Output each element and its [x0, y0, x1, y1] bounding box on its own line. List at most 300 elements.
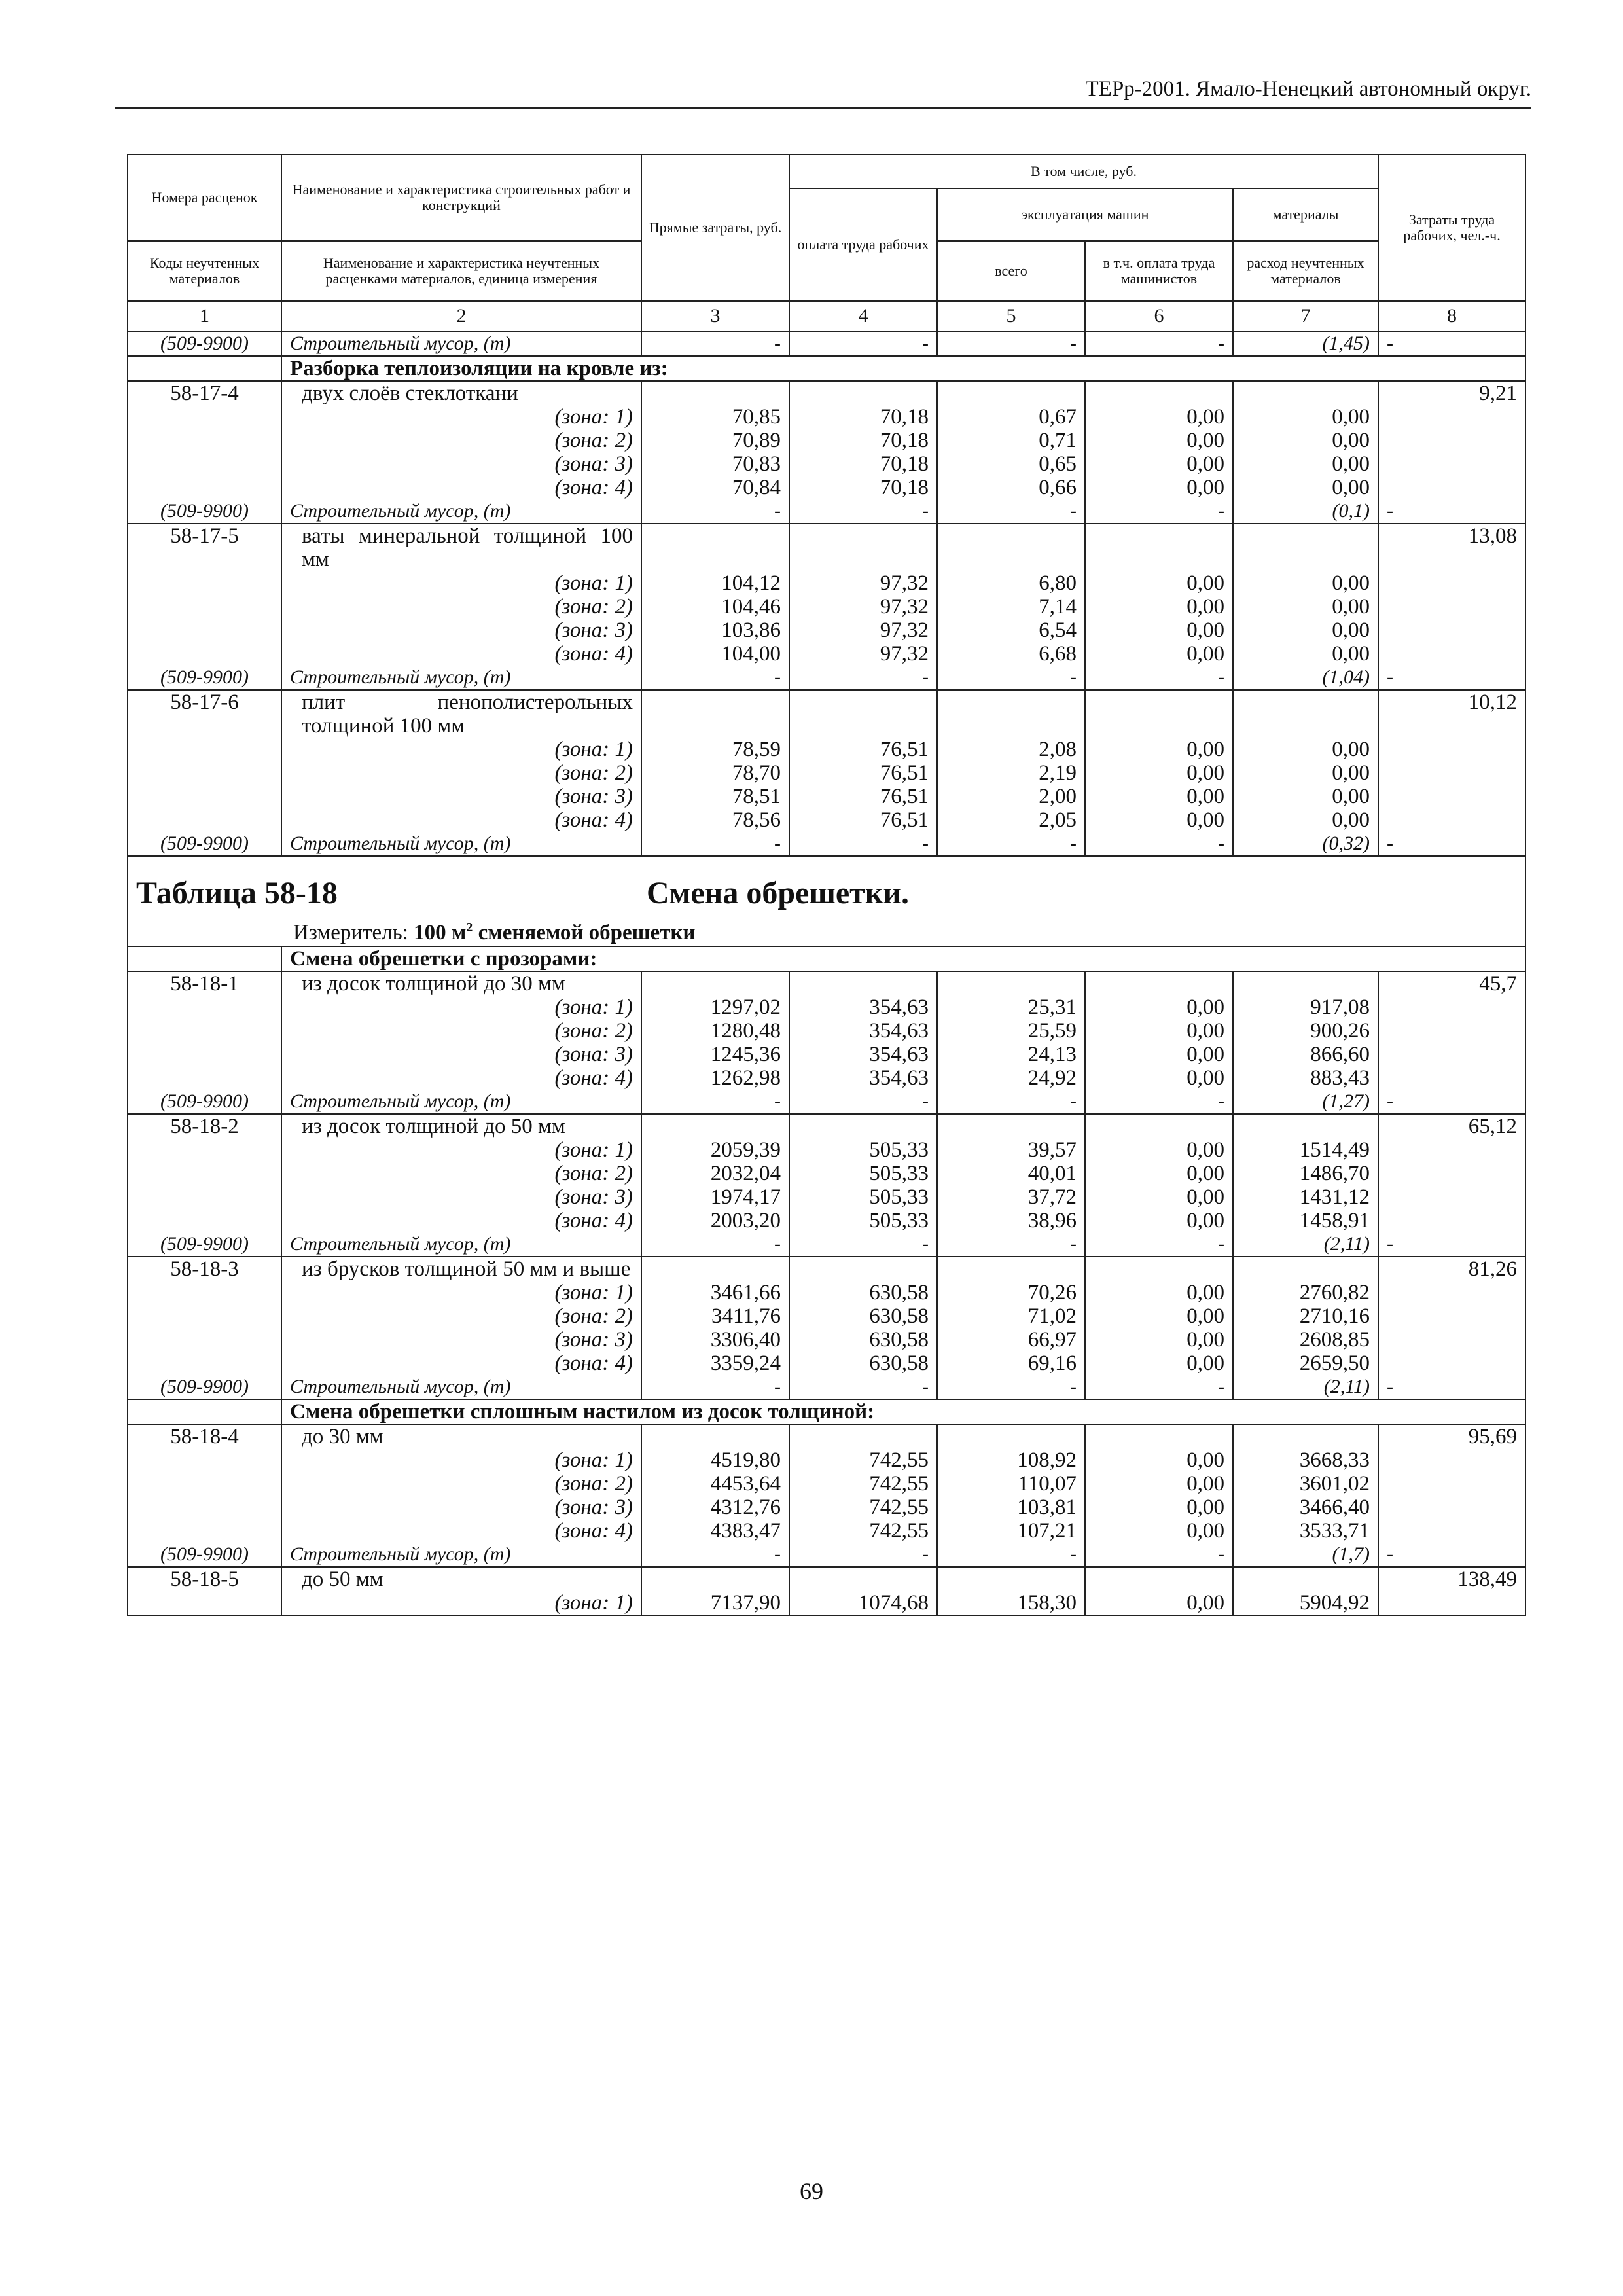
value-cell: 0,00	[1085, 996, 1233, 1019]
value-cell: 0,00	[1085, 429, 1233, 452]
value-cell: 2710,16	[1233, 1304, 1378, 1328]
value-cell: 104,00	[641, 642, 789, 666]
value-cell: 2059,39	[641, 1138, 789, 1162]
header-machines-total: всего	[937, 241, 1085, 301]
empty-cell	[1085, 690, 1233, 738]
rate-code: 58-18-1	[128, 971, 281, 996]
value-cell: 742,55	[789, 1472, 937, 1496]
value-cell: 630,58	[789, 1328, 937, 1352]
value-cell: 2,05	[937, 808, 1085, 832]
zone-label: (зона: 1)	[281, 738, 641, 761]
zone-label: (зона: 4)	[281, 642, 641, 666]
value-cell: 7137,90	[641, 1591, 789, 1615]
zone-row	[128, 595, 1525, 619]
value-cell: 354,63	[789, 996, 937, 1019]
value-cell: 70,18	[789, 429, 937, 452]
labor-value: 95,69	[1378, 1424, 1525, 1448]
empty-cell	[789, 381, 937, 405]
page-number: 69	[800, 2178, 823, 2204]
zone-label: (зона: 1)	[281, 1448, 641, 1472]
zone-label: (зона: 1)	[281, 571, 641, 595]
value-cell: 104,12	[641, 571, 789, 595]
zone-row	[128, 1304, 1525, 1328]
zone-row	[128, 1328, 1525, 1352]
value-cell: -	[1085, 1232, 1233, 1257]
value-cell: 76,51	[789, 808, 937, 832]
material-name: Строительный мусор, (т)	[281, 832, 641, 856]
empty-cell	[789, 1257, 937, 1281]
value-cell: 76,51	[789, 785, 937, 808]
empty-cell	[128, 1019, 281, 1043]
value-cell: (1,27)	[1233, 1090, 1378, 1114]
measure-suffix: сменяемой обрешетки	[478, 921, 696, 944]
rate-row	[128, 524, 1525, 571]
value-cell: -	[641, 1232, 789, 1257]
waste-row	[128, 1232, 1525, 1257]
empty-cell	[1378, 476, 1525, 499]
empty-cell	[1378, 1496, 1525, 1519]
page-header-title: ТЕРр-2001. Ямало-Ненецкий автономный округ.	[1085, 77, 1531, 101]
value-cell: 0,00	[1085, 1328, 1233, 1352]
rate-code: 58-18-5	[128, 1567, 281, 1591]
empty-cell	[641, 381, 789, 405]
empty-cell	[128, 1281, 281, 1304]
value-cell: -	[1085, 499, 1233, 524]
empty-cell	[1233, 524, 1378, 571]
zone-row	[128, 1043, 1525, 1066]
empty-cell	[1378, 1352, 1525, 1375]
empty-cell	[1378, 1209, 1525, 1232]
material-name: Строительный мусор, (т)	[281, 1090, 641, 1114]
value-cell: -	[789, 1090, 937, 1114]
empty-cell	[1378, 738, 1525, 761]
value-cell: 3668,33	[1233, 1448, 1378, 1472]
header-material-use: расход неучтенных материалов	[1233, 241, 1378, 301]
waste-row	[128, 1090, 1525, 1114]
value-cell: 70,83	[641, 452, 789, 476]
zone-label: (зона: 2)	[281, 1304, 641, 1328]
value-cell: 4312,76	[641, 1496, 789, 1519]
header-machinist-pay: в т.ч. оплата труда машинистов	[1085, 241, 1233, 301]
empty-cell	[128, 808, 281, 832]
empty-cell	[641, 1424, 789, 1448]
value-cell: 2659,50	[1233, 1352, 1378, 1375]
empty-cell	[789, 971, 937, 996]
header-including: В том числе, руб.	[789, 154, 1378, 188]
rate-row	[128, 1567, 1525, 1591]
value-cell: 103,81	[937, 1496, 1085, 1519]
measure-sup: 2	[466, 920, 473, 935]
empty-cell	[937, 971, 1085, 996]
column-number: 3	[641, 301, 789, 331]
header-worker-pay: оплата труда рабочих	[789, 188, 937, 301]
empty-cell	[1378, 452, 1525, 476]
waste-row	[128, 499, 1525, 524]
value-cell: 0,00	[1085, 1304, 1233, 1328]
value-cell: 0,00	[1233, 785, 1378, 808]
zone-label: (зона: 4)	[281, 1352, 641, 1375]
zone-row	[128, 642, 1525, 666]
value-cell: 1262,98	[641, 1066, 789, 1090]
value-cell: -	[937, 832, 1085, 856]
value-cell: -	[1378, 666, 1525, 690]
material-name: Строительный мусор, (т)	[281, 1232, 641, 1257]
zone-row	[128, 571, 1525, 595]
empty-cell	[1233, 1114, 1378, 1138]
empty-cell	[1378, 996, 1525, 1019]
rate-code: 58-17-5	[128, 524, 281, 571]
empty-cell	[1378, 1304, 1525, 1328]
value-cell: 71,02	[937, 1304, 1085, 1328]
value-cell: 0,00	[1085, 571, 1233, 595]
value-cell: 742,55	[789, 1519, 937, 1543]
material-name: Строительный мусор, (т)	[281, 1375, 641, 1399]
zone-label: (зона: 4)	[281, 476, 641, 499]
zone-row	[128, 1352, 1525, 1375]
value-cell: 505,33	[789, 1162, 937, 1185]
value-cell: -	[937, 1232, 1085, 1257]
value-cell: 24,92	[937, 1066, 1085, 1090]
value-cell: 70,89	[641, 429, 789, 452]
value-cell: 70,85	[641, 405, 789, 429]
empty-cell	[1233, 1567, 1378, 1591]
value-cell: 0,00	[1085, 1209, 1233, 1232]
empty-cell	[1085, 1424, 1233, 1448]
rate-name: плит пенополистерольных толщиной 100 мм	[281, 690, 641, 738]
empty-cell	[1378, 405, 1525, 429]
value-cell: 0,00	[1085, 1066, 1233, 1090]
labor-value: 65,12	[1378, 1114, 1525, 1138]
header-materials: материалы	[1233, 188, 1378, 241]
material-code: (509-9900)	[128, 832, 281, 856]
material-name: Строительный мусор, (т)	[281, 499, 641, 524]
value-cell: 1297,02	[641, 996, 789, 1019]
waste-row	[128, 331, 1525, 356]
value-cell: -	[1085, 832, 1233, 856]
zone-label: (зона: 1)	[281, 1281, 641, 1304]
zone-label: (зона: 3)	[281, 1043, 641, 1066]
empty-cell	[1085, 1257, 1233, 1281]
value-cell: 108,92	[937, 1448, 1085, 1472]
value-cell: 2,19	[937, 761, 1085, 785]
empty-cell	[937, 381, 1085, 405]
section-insulation	[128, 356, 1525, 381]
empty-cell	[128, 761, 281, 785]
value-cell: 630,58	[789, 1281, 937, 1304]
empty-cell	[641, 524, 789, 571]
zone-label: (зона: 1)	[281, 1138, 641, 1162]
empty-cell	[641, 690, 789, 738]
zone-label: (зона: 4)	[281, 1519, 641, 1543]
value-cell: 0,71	[937, 429, 1085, 452]
value-cell: 110,07	[937, 1472, 1085, 1496]
labor-value: 10,12	[1378, 690, 1525, 738]
value-cell: 104,46	[641, 595, 789, 619]
page-header	[115, 77, 1531, 109]
empty-cell	[1233, 690, 1378, 738]
value-cell: 742,55	[789, 1448, 937, 1472]
value-cell: 0,00	[1233, 761, 1378, 785]
value-cell: 505,33	[789, 1185, 937, 1209]
value-cell: 0,00	[1085, 1185, 1233, 1209]
value-cell: 630,58	[789, 1304, 937, 1328]
value-cell: 70,26	[937, 1281, 1085, 1304]
material-code: (509-9900)	[128, 1232, 281, 1257]
value-cell: 2760,82	[1233, 1281, 1378, 1304]
material-name: Строительный мусор, (т)	[281, 1543, 641, 1567]
value-cell: 630,58	[789, 1352, 937, 1375]
empty-cell	[128, 738, 281, 761]
value-cell: 70,84	[641, 476, 789, 499]
zone-label: (зона: 1)	[281, 1591, 641, 1615]
value-cell: 76,51	[789, 738, 937, 761]
value-cell: 1458,91	[1233, 1209, 1378, 1232]
rate-code: 58-18-2	[128, 1114, 281, 1138]
empty-cell	[1085, 1114, 1233, 1138]
section-gaps	[128, 946, 1525, 971]
value-cell: 0,00	[1085, 1281, 1233, 1304]
rate-code: 58-18-3	[128, 1257, 281, 1281]
value-cell: 0,00	[1085, 1352, 1233, 1375]
table-title: Смена обрешетки.	[647, 876, 910, 910]
value-cell: 1974,17	[641, 1185, 789, 1209]
empty-cell	[1233, 1424, 1378, 1448]
rates-table	[127, 154, 1526, 1616]
value-cell: 0,00	[1085, 1591, 1233, 1615]
value-cell: 1245,36	[641, 1043, 789, 1066]
material-code: (509-9900)	[128, 1375, 281, 1399]
column-number: 2	[281, 301, 641, 331]
column-number: 8	[1378, 301, 1525, 331]
zone-row	[128, 1138, 1525, 1162]
value-cell: 0,00	[1233, 642, 1378, 666]
value-cell: -	[1378, 331, 1525, 356]
empty-cell	[937, 524, 1085, 571]
value-cell: 742,55	[789, 1496, 937, 1519]
labor-value: 138,49	[1378, 1567, 1525, 1591]
rate-row	[128, 1114, 1525, 1138]
labor-value: 45,7	[1378, 971, 1525, 996]
value-cell: 0,00	[1085, 1043, 1233, 1066]
zone-label: (зона: 2)	[281, 595, 641, 619]
empty-cell	[128, 1138, 281, 1162]
value-cell: -	[937, 331, 1085, 356]
value-cell: -	[641, 666, 789, 690]
value-cell: (0,1)	[1233, 499, 1378, 524]
empty-cell	[128, 405, 281, 429]
value-cell: 3411,76	[641, 1304, 789, 1328]
rate-name: из брусков толщиной 50 мм и выше	[281, 1257, 641, 1281]
zone-label: (зона: 2)	[281, 761, 641, 785]
table-title-cell	[128, 856, 1525, 914]
value-cell: 2,00	[937, 785, 1085, 808]
waste-row	[128, 666, 1525, 690]
value-cell: 0,00	[1085, 1448, 1233, 1472]
empty-cell	[937, 1114, 1085, 1138]
value-cell: 0,00	[1233, 452, 1378, 476]
zone-label: (зона: 3)	[281, 1496, 641, 1519]
section-solid	[128, 1399, 1525, 1424]
value-cell: 0,00	[1085, 738, 1233, 761]
zone-label: (зона: 3)	[281, 1328, 641, 1352]
header-machines: эксплуатация машин	[937, 188, 1233, 241]
rate-code: 58-18-4	[128, 1424, 281, 1448]
rate-row	[128, 1424, 1525, 1448]
table-label: Таблица 58-18	[136, 876, 338, 910]
empty-cell	[1378, 808, 1525, 832]
value-cell: 505,33	[789, 1138, 937, 1162]
value-cell: 97,32	[789, 571, 937, 595]
empty-cell	[1233, 971, 1378, 996]
empty-cell	[128, 356, 281, 381]
zone-label: (зона: 2)	[281, 1472, 641, 1496]
measure-row	[128, 914, 1525, 946]
rate-row	[128, 971, 1525, 996]
zone-label: (зона: 3)	[281, 619, 641, 642]
value-cell: 78,56	[641, 808, 789, 832]
value-cell: 78,70	[641, 761, 789, 785]
value-cell: 0,00	[1233, 405, 1378, 429]
header-rate-numbers: Номера расценок	[128, 154, 281, 241]
value-cell: -	[641, 499, 789, 524]
empty-cell	[1085, 1567, 1233, 1591]
value-cell: 38,96	[937, 1209, 1085, 1232]
rate-code: 58-17-4	[128, 381, 281, 405]
value-cell: 0,66	[937, 476, 1085, 499]
value-cell: -	[1378, 1232, 1525, 1257]
empty-cell	[1085, 524, 1233, 571]
value-cell: -	[641, 832, 789, 856]
empty-cell	[1378, 619, 1525, 642]
value-cell: -	[937, 1543, 1085, 1567]
header-direct-costs: Прямые затраты, руб.	[641, 154, 789, 301]
zone-row	[128, 1281, 1525, 1304]
material-code: (509-9900)	[128, 331, 281, 356]
rate-row	[128, 690, 1525, 738]
empty-cell	[128, 1352, 281, 1375]
empty-cell	[1378, 761, 1525, 785]
empty-cell	[1378, 1472, 1525, 1496]
value-cell: -	[1085, 1090, 1233, 1114]
value-cell: 1074,68	[789, 1591, 937, 1615]
value-cell: 0,00	[1085, 1019, 1233, 1043]
rate-name: до 50 мм	[281, 1567, 641, 1591]
empty-cell	[128, 1209, 281, 1232]
empty-cell	[128, 642, 281, 666]
material-code: (509-9900)	[128, 1543, 281, 1567]
value-cell: 4453,64	[641, 1472, 789, 1496]
material-code: (509-9900)	[128, 666, 281, 690]
value-cell: 0,00	[1085, 619, 1233, 642]
value-cell: 6,54	[937, 619, 1085, 642]
empty-cell	[128, 996, 281, 1019]
value-cell: 76,51	[789, 761, 937, 785]
column-number: 1	[128, 301, 281, 331]
material-name: Строительный мусор, (т)	[281, 666, 641, 690]
value-cell: -	[937, 499, 1085, 524]
empty-cell	[1378, 1138, 1525, 1162]
value-cell: 97,32	[789, 642, 937, 666]
value-cell: 0,00	[1233, 595, 1378, 619]
section-title: Смена обрешетки с прозорами:	[281, 946, 1525, 971]
value-cell: 866,60	[1233, 1043, 1378, 1066]
empty-cell	[937, 1567, 1085, 1591]
table-title-row	[128, 856, 1525, 914]
value-cell: 4383,47	[641, 1519, 789, 1543]
empty-cell	[1378, 1519, 1525, 1543]
empty-cell	[128, 452, 281, 476]
value-cell: -	[1378, 1375, 1525, 1399]
value-cell: 2,08	[937, 738, 1085, 761]
value-cell: (1,7)	[1233, 1543, 1378, 1567]
empty-cell	[128, 571, 281, 595]
value-cell: -	[1378, 1090, 1525, 1114]
rate-name: из досок толщиной до 30 мм	[281, 971, 641, 996]
value-cell: 917,08	[1233, 996, 1378, 1019]
value-cell: 3601,02	[1233, 1472, 1378, 1496]
zone-row	[128, 785, 1525, 808]
value-cell: -	[789, 832, 937, 856]
zone-row	[128, 1019, 1525, 1043]
value-cell: -	[1085, 1375, 1233, 1399]
value-cell: 0,00	[1085, 785, 1233, 808]
empty-cell	[128, 1496, 281, 1519]
value-cell: -	[789, 666, 937, 690]
zone-label: (зона: 3)	[281, 452, 641, 476]
zone-label: (зона: 2)	[281, 429, 641, 452]
value-cell: 40,01	[937, 1162, 1085, 1185]
value-cell: -	[789, 1543, 937, 1567]
empty-cell	[1378, 1019, 1525, 1043]
empty-cell	[128, 1448, 281, 1472]
zone-label: (зона: 3)	[281, 785, 641, 808]
waste-row	[128, 832, 1525, 856]
empty-cell	[1378, 1591, 1525, 1615]
value-cell: 1486,70	[1233, 1162, 1378, 1185]
value-cell: (2,11)	[1233, 1232, 1378, 1257]
empty-cell	[1378, 1328, 1525, 1352]
column-number: 5	[937, 301, 1085, 331]
value-cell: 3306,40	[641, 1328, 789, 1352]
empty-cell	[128, 1066, 281, 1090]
empty-cell	[641, 1114, 789, 1138]
empty-cell	[1378, 1185, 1525, 1209]
value-cell: 1280,48	[641, 1019, 789, 1043]
value-cell: (2,11)	[1233, 1375, 1378, 1399]
value-cell: (0,32)	[1233, 832, 1378, 856]
value-cell: -	[1085, 666, 1233, 690]
empty-cell	[1378, 785, 1525, 808]
zone-row	[128, 1185, 1525, 1209]
empty-cell	[937, 1257, 1085, 1281]
zone-row	[128, 808, 1525, 832]
value-cell: -	[641, 1543, 789, 1567]
value-cell: 354,63	[789, 1043, 937, 1066]
value-cell: 69,16	[937, 1352, 1085, 1375]
empty-cell	[1378, 1448, 1525, 1472]
value-cell: -	[641, 331, 789, 356]
value-cell: 0,00	[1233, 619, 1378, 642]
empty-cell	[128, 1328, 281, 1352]
empty-cell	[789, 690, 937, 738]
empty-cell	[128, 429, 281, 452]
material-name: Строительный мусор, (т)	[281, 331, 641, 356]
zone-label: (зона: 1)	[281, 405, 641, 429]
header-labor-costs: Затраты труда рабочих, чел.-ч.	[1378, 154, 1525, 301]
zone-row	[128, 619, 1525, 642]
empty-cell	[789, 1114, 937, 1138]
material-code: (509-9900)	[128, 499, 281, 524]
